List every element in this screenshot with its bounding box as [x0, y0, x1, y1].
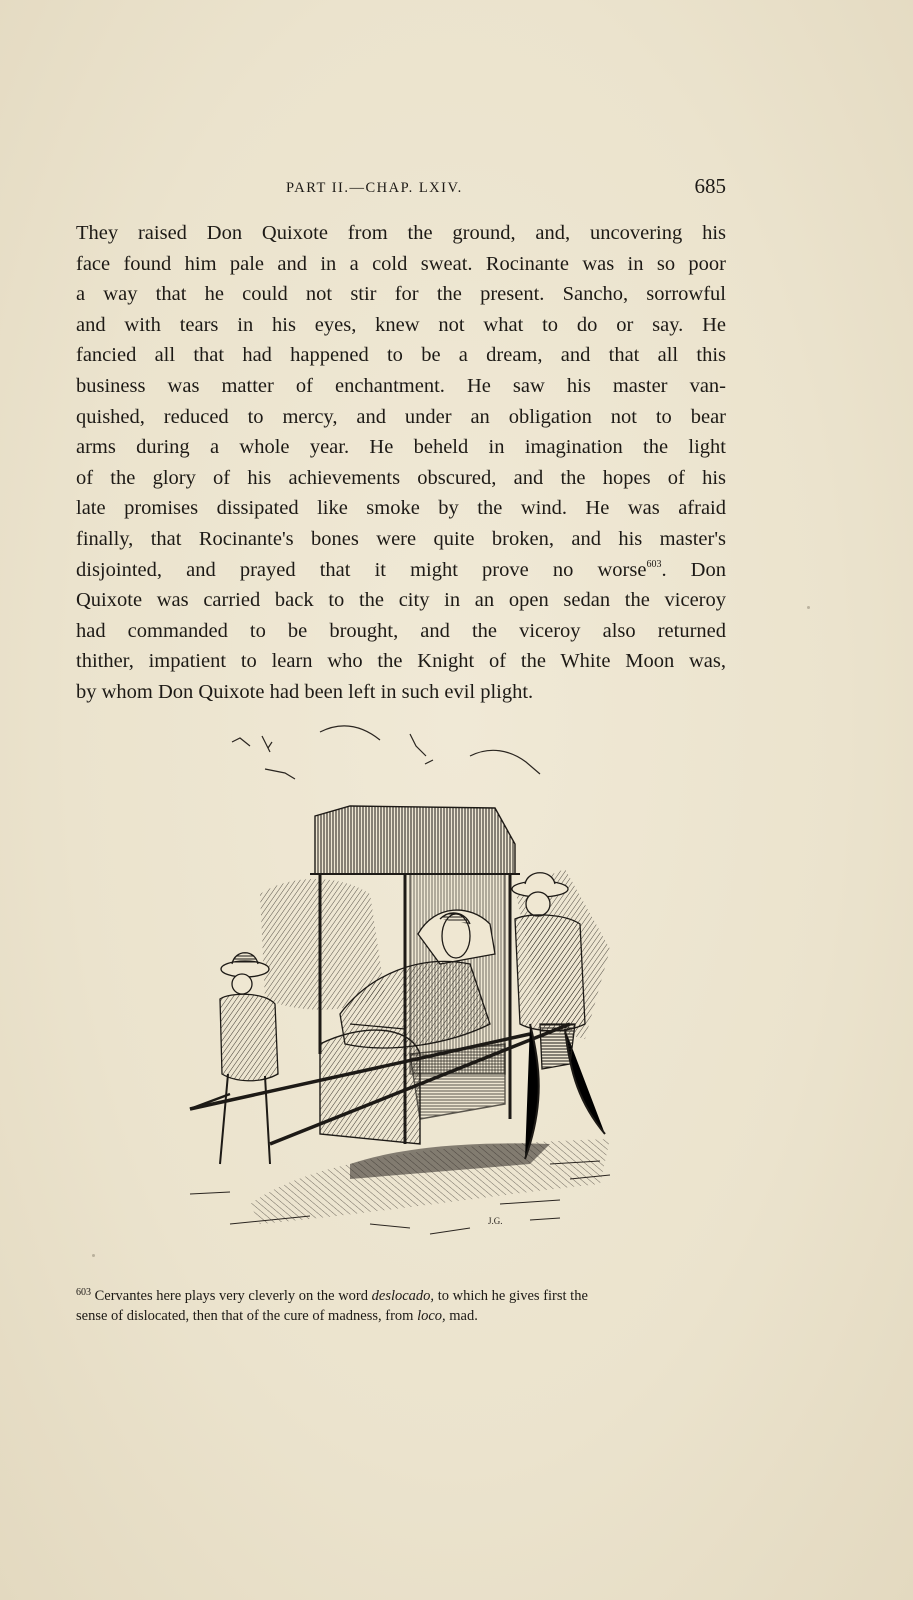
text-segment: disjointed, and prayed that it might prove no worse [76, 558, 647, 581]
footnote-italic-word: loco, [417, 1308, 446, 1324]
page-number: 685 [694, 174, 726, 198]
footnote-reference[interactable]: 603 [646, 558, 662, 570]
paper-speck [92, 1254, 95, 1257]
text-line: face found him pale and in a cold sweat. Rocinante was in so poor [76, 252, 726, 275]
text-line: They raised Don Quixote from the ground, and, uncovering his [76, 222, 726, 244]
text-line: a way that he could not stir for the present. Sancho, sorrowful [76, 283, 726, 306]
text-line: by whom Don Quixote had been left in such evil plight. [76, 680, 534, 703]
text-line: of the glory of his achievements obscured, and the hopes of his [76, 466, 726, 489]
text-line: thither, impatient to learn who the Knight of the White Moon was, [76, 650, 726, 673]
text-line: fancied all that had happened to be a dream, and that all this [76, 344, 726, 367]
footnote-text: mad. [445, 1308, 478, 1324]
chapter-heading: PART II.—CHAP. LXIV. [286, 180, 463, 196]
text-line: business was matter of enchantment. He saw his master van- [76, 374, 726, 397]
sky-flecks [232, 726, 540, 779]
footnote-line [76, 1306, 726, 1326]
text-line: and with tears in his eyes, knew not what to do or say. He [76, 313, 726, 336]
text-line: Quixote was carried back to the city in an open sedan the viceroy [76, 589, 726, 612]
footnote-text: sense of dislocated, then that of the cure of madness, from [76, 1308, 418, 1324]
footnote [76, 1283, 726, 1326]
text-line: finally, that Rocinante's bones were quite broken, and his master's [76, 527, 726, 550]
engraving-sedan-chair-illustration [170, 724, 640, 1260]
text-line: late promises dissipated like smoke by the wind. He was afraid [76, 497, 726, 520]
footnote-text: Cervantes here plays very cleverly on the word [94, 1288, 372, 1304]
text-line: had commanded to be brought, and the viceroy also returned [76, 619, 726, 642]
text-line: arms during a whole year. He beheld in imagination the light [76, 436, 726, 459]
engraver-mark: J.G. [488, 1216, 503, 1226]
text-line-with-footnote [76, 555, 726, 586]
footnote-number: 603 [76, 1287, 91, 1298]
paper-speck [807, 606, 810, 609]
footnote-text: to which he gives first the [434, 1288, 588, 1304]
footnote-line [76, 1283, 726, 1306]
text-line: quished, reduced to mercy, and under an obligation not to bear [76, 405, 726, 428]
running-head [76, 172, 726, 204]
footnote-italic-word: deslocado, [371, 1288, 435, 1304]
body-paragraph [76, 218, 726, 708]
text-segment: . Don [661, 558, 726, 581]
